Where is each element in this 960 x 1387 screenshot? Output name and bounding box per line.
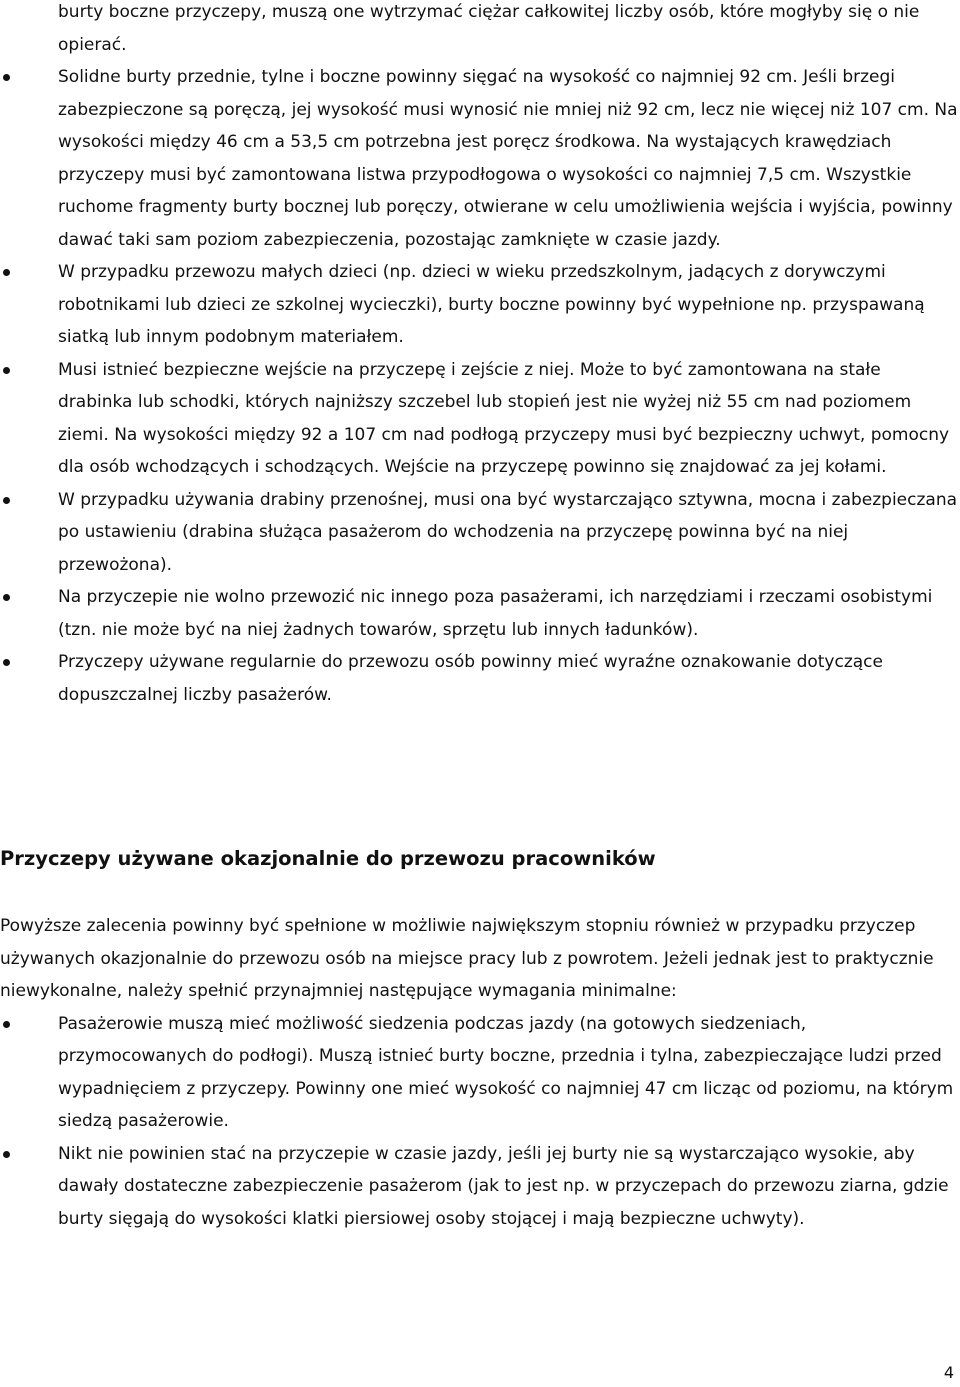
bullet-icon (3, 74, 10, 81)
list-item-text: W przypadku używania drabiny przenośnej, musi ona być wystarczająco sztywna, mocna i zabezpieczana po ustawieniu (drabina służąca pasażerom do wchodzenia na przyczepę powinna być na niej przewożona). (58, 489, 958, 575)
list-item (0, 354, 958, 484)
intro-paragraph: Powyższe zalecenia powinny być spełnione w możliwie największym stopniu również w przypadku przyczep używanych okazjonalnie do przewozu osób na miejsce pracy lub z powrotem. Jeżeli jednak jest to praktycznie niewykonalne, należy spełnić przynajmniej następujące wymagania minimalne: (0, 916, 934, 1001)
bullet-icon (3, 497, 10, 504)
list-item (0, 61, 958, 256)
list-item (0, 646, 958, 711)
bullet-icon (3, 269, 10, 276)
continuation-text: burty boczne przyczepy, muszą one wytrzymać ciężar całkowitej liczby osób, które mogłyby się o nie opierać. (58, 2, 920, 55)
requirements-list-bottom (0, 1008, 958, 1236)
list-item-text: Pasażerowie muszą mieć możliwość siedzenia podczas jazdy (na gotowych siedzeniach, przymocowanych do podłogi). Muszą istnieć burty boczne, przednia i tylna, zabezpieczające ludzi przed wypadnięciem z przyczepy. Powinny one mieć wysokość co najmniej 47 cm licząc od poziomu, na którym siedzą pasażerowie. (58, 1013, 954, 1131)
bullet-icon (3, 594, 10, 601)
list-item-text: W przypadku przewozu małych dzieci (np. dzieci w wieku przedszkolnym, jadących z dorywczymi robotnikami lub dzieci ze szkolnej wycieczki), burty boczne powinny być wypełnione np. przyspawaną siatką lub innym podobnym materiałem. (58, 262, 925, 347)
list-item-text: Nikt nie powinien stać na przyczepie w czasie jazdy, jeśli jej burty nie są wystarczająco wysokie, aby dawały dostateczne zabezpieczenie pasażerom (jak to jest np. w przyczepach do przewozu ziarna, gdzie burty sięgają do wysokości klatki piersiowej osoby stojącej i mają bezpieczne uchwyty). (58, 1143, 949, 1229)
list-item (0, 581, 958, 646)
bullet-icon (3, 1021, 10, 1028)
list-item-text: Przyczepy używane regularnie do przewozu osób powinny mieć wyraźne oznakowanie dotyczące dopuszczalnej liczby pasażerów. (58, 652, 883, 705)
list-item (0, 1008, 958, 1138)
bullet-icon (3, 367, 10, 374)
page-number: 4 (943, 1363, 954, 1382)
bottom-section (0, 910, 958, 1235)
bullet-icon (3, 1151, 10, 1158)
requirements-list-top (0, 61, 958, 711)
list-item (0, 484, 958, 582)
list-item-text: Solidne burty przednie, tylne i boczne powinny sięgać na wysokość co najmniej 92 cm. Jeśli brzegi zabezpieczone są poręczą, jej wysokość musi wynosić nie mniej niż 92 cm, lecz nie więcej niż 107 cm. Na wysokości między 46 cm a 53,5 cm potrzebna jest poręcz środkowa. Na wystających krawędziach przyczepy musi być zamontowana listwa przypodłogowa o wysokości co najmniej 7,5 cm. Wszystkie ruchome fragmenty burty bocznej lub poręczy, otwierane w celu umożliwienia wejścia i wyjścia, powinny dawać taki sam poziom zabezpieczenia, pozostając zamknięte w czasie jazdy. (58, 67, 958, 250)
list-item (0, 1138, 958, 1236)
bullet-icon (3, 659, 10, 666)
list-item-text: Musi istnieć bezpieczne wejście na przyczepę i zejście z niej. Może to być zamontowana na stałe drabinka lub schodki, których najniższy szczebel lub stopień jest nie wyżej niż 55 cm nad poziomem ziemi. Na wysokości między 92 a 107 cm nad podłogą przyczepy musi być bezpieczny uchwyt, pomocny dla osób wchodzących i schodzących. Wejście na przyczepę powinno się znajdować za jej kołami. (58, 359, 950, 477)
list-item (0, 256, 958, 354)
section-heading: Przyczepy używane okazjonalnie do przewozu pracowników (0, 847, 656, 870)
list-item-text: Na przyczepie nie wolno przewozić nic innego poza pasażerami, ich narzędziami i rzeczami osobistymi (tzn. nie może być na niej żadnych towarów, sprzętu lub innych ładunków). (58, 587, 933, 640)
